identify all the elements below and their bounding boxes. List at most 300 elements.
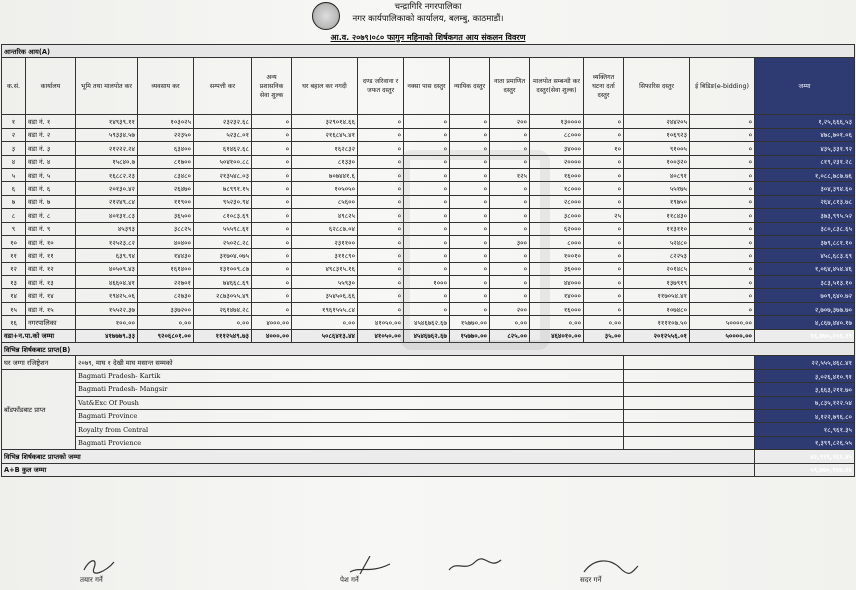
section-b-blank: [624, 409, 755, 422]
table-cell: ०: [252, 276, 292, 289]
table-row: [2, 276, 855, 289]
table-cell: ०: [404, 195, 450, 208]
table-cell: ३३७२००: [138, 302, 194, 315]
total-cell: ९२०६८०१.००: [138, 329, 194, 342]
table-cell: ०: [450, 262, 490, 275]
table-cell: १५५२२.३७: [76, 302, 138, 315]
table-cell: ८१०८३.६९: [194, 209, 252, 222]
table-cell: १८०००: [530, 182, 584, 195]
table-cell: २५०२८.२८: [194, 235, 252, 248]
table-cell: २६४,८१३.७८: [755, 195, 855, 208]
signature-scribble-4: [580, 556, 640, 576]
table-cell: ०: [450, 209, 490, 222]
table-cell: ०: [450, 302, 490, 315]
table-cell: १३१००९.८७: [194, 262, 252, 275]
column-header: न्यायिक दस्तुर: [450, 58, 490, 115]
header-report-title: आ.व. २०७९।०८० फागुन महिनाको शिर्षकगत आय संकलन विवरण: [330, 33, 526, 42]
column-header: भूमि तथा मालपोत कर: [76, 58, 138, 115]
section-b-amount: १८,९६१.३५: [755, 423, 855, 436]
section-b-blank: [624, 356, 755, 369]
table-cell: ६१४६२.६८: [194, 142, 252, 155]
table-cell: ०.००: [292, 316, 358, 329]
section-b-row: [2, 396, 855, 409]
table-cell: ०: [358, 115, 404, 128]
signature-approved: [580, 556, 640, 585]
table-cell: ०: [690, 168, 755, 181]
table-cell: ८२२५३: [624, 249, 690, 262]
table-cell: १४: [2, 289, 26, 302]
table-cell: २८०००: [530, 195, 584, 208]
table-cell: ५९३३४.५७: [76, 128, 138, 141]
table-cell: ०: [252, 289, 292, 302]
table-cell: ११: [2, 249, 26, 262]
table-cell: ०.००: [138, 316, 194, 329]
table-cell: ३६०००: [530, 262, 584, 275]
table-cell: २२७०१: [138, 276, 194, 289]
table-cell: ३: [2, 142, 26, 155]
table-row: [2, 262, 855, 275]
table-cell: ०: [252, 182, 292, 195]
table-cell: ५२३८.०१: [194, 128, 252, 141]
table-cell: ११८४३०: [624, 209, 690, 222]
table-cell: १६२८३२: [292, 142, 358, 155]
table-cell: ०: [690, 182, 755, 195]
table-cell: ४३५,३३१.९२: [755, 142, 855, 155]
table-cell: ०: [690, 209, 755, 222]
table-cell: ०: [490, 195, 530, 208]
table-cell: ४५४६७६२.६७: [404, 316, 450, 329]
table-cell: ०: [252, 302, 292, 315]
table-row: [2, 195, 855, 208]
total-cell: ८२५.००: [490, 329, 530, 342]
table-cell: वडा नं. ११: [26, 249, 76, 262]
table-cell: वडा नं. १: [26, 115, 76, 128]
table-cell: १०३०२५: [138, 115, 194, 128]
table-cell: ०: [252, 249, 292, 262]
table-cell: ०: [252, 142, 292, 155]
column-header: दण्ड जरिवाना र जफत दस्तुर: [358, 58, 404, 115]
table-cell: १००१०: [530, 249, 584, 262]
table-cell: ०: [358, 142, 404, 155]
table-cell: ०: [490, 289, 530, 302]
table-cell: वडा नं. ९: [26, 222, 76, 235]
section-b-subtotal-row: [2, 450, 855, 463]
table-cell: ०: [358, 182, 404, 195]
table-cell: ३००: [490, 235, 530, 248]
table-cell: ४०४००: [138, 235, 194, 248]
signature-scribble-2: [340, 556, 400, 576]
table-cell: ७४६६८.६९: [194, 276, 252, 289]
table-cell: १४०००: [530, 289, 584, 302]
section-b-row: [2, 409, 855, 422]
column-header: ई बिडिङ(e-bidding): [690, 58, 755, 115]
grand-total-row: [2, 463, 855, 476]
table-cell: ४९८२५: [292, 209, 358, 222]
table-cell: ०: [584, 289, 624, 302]
section-a-label: आन्तरिक आय(A): [2, 45, 855, 58]
section-b-blank: [624, 369, 755, 382]
table-cell: ५५९३०: [292, 276, 358, 289]
column-header: मालपोत सम्बन्धी कर दस्तुर(सेवा शुल्क): [530, 58, 584, 115]
table-cell: ४१०५०.००: [358, 316, 404, 329]
table-cell: ०: [690, 249, 755, 262]
table-cell: ०: [690, 142, 755, 155]
table-row: [2, 316, 855, 329]
column-header: नाता प्रमाणित दस्तुर: [490, 58, 530, 115]
table-cell: ०: [584, 276, 624, 289]
column-header: सिफारिस दस्तुर: [624, 58, 690, 115]
total-cell: ५०८६४१३.४४: [292, 329, 358, 342]
table-cell: ०: [584, 155, 624, 168]
table-cell: ०: [450, 182, 490, 195]
table-cell: ४०००.००: [252, 316, 292, 329]
signature-prepared-label: तयार गर्ने: [80, 576, 103, 584]
table-cell: ०: [404, 222, 450, 235]
table-cell: ७०७४४१.६: [292, 168, 358, 181]
table-cell: ८१७००: [138, 155, 194, 168]
table-cell: ०: [584, 195, 624, 208]
table-cell: १६१४००: [138, 262, 194, 275]
table-cell: ०: [690, 302, 755, 315]
table-cell: २३२३२.६८: [194, 115, 252, 128]
table-cell: ७: [2, 195, 26, 208]
table-cell: ०: [404, 209, 450, 222]
total-cell: ४१०५०.००: [358, 329, 404, 342]
table-row: [2, 142, 855, 155]
table-cell: ४: [2, 155, 26, 168]
total-cell: ५००००.००: [690, 329, 755, 342]
table-cell: ३८३,५१३.१०: [755, 276, 855, 289]
table-cell: ३११८९०: [292, 249, 358, 262]
table-cell: ८५६००: [292, 195, 358, 208]
table-cell: ०: [450, 155, 490, 168]
table-cell: ७८९९१.१५: [194, 182, 252, 195]
table-cell: ८०००: [530, 235, 584, 248]
table-cell: ०.००: [490, 316, 530, 329]
total-row: [2, 329, 855, 342]
table-cell: ०: [490, 249, 530, 262]
table-cell: ०: [358, 128, 404, 141]
table-cell: वडा नं. १२: [26, 262, 76, 275]
table-cell: ३८०००: [530, 209, 584, 222]
table-cell: ०: [252, 262, 292, 275]
table-cell: ०: [404, 155, 450, 168]
table-cell: ४६६०४.४१: [76, 276, 138, 289]
table-cell: १००३२०: [624, 155, 690, 168]
table-cell: ८: [2, 209, 26, 222]
table-cell: ०.००: [584, 316, 624, 329]
table-cell: ०: [690, 115, 755, 128]
table-cell: ०: [404, 142, 450, 155]
table-cell: ३२९०१४.६६: [292, 115, 358, 128]
table-cell: ६२०००: [530, 222, 584, 235]
table-cell: १०: [2, 235, 26, 248]
table-cell: ६३९.९४: [76, 249, 138, 262]
table-cell: ०: [690, 128, 755, 141]
section-b-blank: [624, 423, 755, 436]
table-cell: १,०८८,७८७.७६: [755, 168, 855, 181]
table-cell: ५५१७५: [624, 182, 690, 195]
section-b-blank: [624, 436, 755, 449]
table-cell: ५: [2, 168, 26, 181]
table-cell: ०: [450, 235, 490, 248]
table-cell: २६४७०: [138, 182, 194, 195]
section-b-title: बाँडफाँडबाट प्राप्त: [2, 369, 76, 449]
table-cell: १३००००: [530, 115, 584, 128]
table-cell: ४५८,६८३.६९: [755, 249, 855, 262]
table-cell: ११७०५४.४१: [624, 289, 690, 302]
table-cell: वडा नं. १५: [26, 302, 76, 315]
table-cell: ०: [490, 209, 530, 222]
table-cell: ३८०,८३८.६५: [755, 222, 855, 235]
table-cell: ०: [252, 115, 292, 128]
table-cell: ०: [690, 195, 755, 208]
table-cell: ४७८,७०१.०६: [755, 128, 855, 141]
total-cell: ३५.००: [584, 329, 624, 342]
table-cell: ४०१३१.८३: [76, 209, 138, 222]
table-cell: २१२४९.८४: [76, 195, 138, 208]
table-row: [2, 222, 855, 235]
table-cell: ०: [404, 168, 450, 181]
total-cell: १११२५४९.७३: [194, 329, 252, 342]
section-b-subtotal-amount: ४२,९९९,९६१.४५: [755, 450, 855, 463]
table-cell: ०: [252, 128, 292, 141]
table-cell: १४४३०: [138, 249, 194, 262]
table-cell: ४५३९३: [76, 222, 138, 235]
table-cell: ३४०००: [530, 142, 584, 155]
table-cell: १६: [2, 316, 26, 329]
table-cell: ५२४८०: [624, 235, 690, 248]
table-cell: ३८८२५: [138, 222, 194, 235]
table-cell: ०: [690, 276, 755, 289]
table-cell: १,०६४,४५४.४६: [755, 262, 855, 275]
table-cell: ०.००: [194, 316, 252, 329]
table-cell: वडा नं. १०: [26, 235, 76, 248]
section-b-row: [2, 423, 855, 436]
table-cell: ११११०७.५०: [624, 316, 690, 329]
table-cell: ०: [584, 235, 624, 248]
table-cell: ०: [252, 195, 292, 208]
section-b-detail: Bagmati Province: [76, 409, 624, 422]
table-cell: ८३४८०: [138, 168, 194, 181]
table-cell: ०: [584, 182, 624, 195]
section-b-blank: [624, 396, 755, 409]
section-b-subtotal-label: विभिन्न शिर्षकबाट प्राप्तको जम्मा: [2, 450, 755, 463]
table-cell: १०६९२३: [624, 128, 690, 141]
signature-scribble-1: [80, 556, 120, 576]
table-cell: २०१३०.४२: [76, 182, 138, 195]
column-header: घर बहाल कर नगदी: [292, 58, 358, 115]
table-cell: ०: [450, 142, 490, 155]
table-cell: ०: [450, 276, 490, 289]
table-cell: ०: [252, 235, 292, 248]
table-cell: २४४२०५: [624, 115, 690, 128]
table-cell: २०१४८५: [624, 262, 690, 275]
table-cell: १९६१५५५.८४: [292, 302, 358, 315]
table-cell: ३१७०४.०७५: [194, 249, 252, 262]
table-cell: ०: [490, 222, 530, 235]
table-row: [2, 182, 855, 195]
column-header: नक्सा पास दस्तुर: [404, 58, 450, 115]
table-cell: ०: [358, 222, 404, 235]
table-cell: १०: [584, 142, 624, 155]
section-b-amount: ३,६६३,२११.७०: [755, 383, 855, 396]
table-cell: २००: [490, 115, 530, 128]
signature-submitted-label: पेश गर्ने: [340, 576, 359, 584]
table-cell: ०: [584, 128, 624, 141]
table-row: [2, 209, 855, 222]
table-cell: २६१४७४.२८: [194, 302, 252, 315]
table-cell: वडा नं. ३: [26, 142, 76, 155]
table-cell: ०: [404, 289, 450, 302]
table-cell: वडा नं. २: [26, 128, 76, 141]
table-cell: वडा नं. १३: [26, 276, 76, 289]
section-b-blank: [624, 383, 755, 396]
section-b-detail: २०७९, माघ १ देखी माघ मसान्त सम्मको: [76, 356, 624, 369]
table-cell: ८८०००: [530, 128, 584, 141]
table-cell: ०: [358, 209, 404, 222]
table-cell: ०: [490, 142, 530, 155]
table-row: [2, 155, 855, 168]
signature-submitted: [340, 556, 400, 585]
section-b-detail: Bagmati Pradesh- Kartik: [76, 369, 624, 382]
section-b-amount: ७,८३५,१२२.५४: [755, 396, 855, 409]
table-cell: १०७४८०: [624, 302, 690, 315]
total-cell: ४५४६७६२.६७: [404, 329, 450, 342]
column-header: क.सं.: [2, 58, 26, 115]
table-cell: ०: [404, 262, 450, 275]
total-cell: २०१२५५६.०१: [624, 329, 690, 342]
table-cell: वडा नं. ५: [26, 168, 76, 181]
table-cell: १६०००: [530, 302, 584, 315]
table-cell: ०: [252, 168, 292, 181]
section-b-amount: ४,१२२,७९६.८०: [755, 409, 855, 422]
table-cell: १९४२५.०६: [76, 289, 138, 302]
table-cell: वडा नं. ४: [26, 155, 76, 168]
section-b-detail: Bagmati Pradesh- Mangsir: [76, 383, 624, 396]
table-cell: ८२७३०: [138, 289, 194, 302]
table-cell: ०: [358, 168, 404, 181]
column-header: सम्पत्ती कर: [194, 58, 252, 115]
table-cell: १: [2, 115, 26, 128]
signature-prepared: [80, 556, 120, 585]
table-cell: ५००००.००: [690, 316, 755, 329]
table-cell: २१२२२.२४: [76, 142, 138, 155]
table-cell: ०: [584, 302, 624, 315]
table-cell: ७०९,६४०.७२: [755, 289, 855, 302]
section-b-detail: Royalty from Central: [76, 423, 624, 436]
total-cell: वडा+न.पा.को जम्मा: [2, 329, 76, 342]
table-cell: ५५५९८.६१: [194, 222, 252, 235]
table-cell: ०: [404, 115, 450, 128]
revenue-table: [1, 44, 855, 477]
table-cell: ०: [358, 195, 404, 208]
table-cell: ६: [2, 182, 26, 195]
table-cell: ०: [252, 155, 292, 168]
table-cell: ०: [690, 289, 755, 302]
section-b-row: [2, 369, 855, 382]
table-cell: ०.००: [530, 316, 584, 329]
section-b-row: [2, 436, 855, 449]
table-cell: ०: [404, 249, 450, 262]
table-row: [2, 128, 855, 141]
table-cell: ०: [490, 276, 530, 289]
table-cell: ०: [404, 302, 450, 315]
table-cell: ११९००: [138, 195, 194, 208]
table-cell: ४,८६७,४४०.१७: [755, 316, 855, 329]
table-cell: ०: [450, 289, 490, 302]
table-cell: ०: [450, 168, 490, 181]
table-cell: २: [2, 128, 26, 141]
table-cell: २,७०७,३७७.७०: [755, 302, 855, 315]
table-cell: १३७९१९: [624, 276, 690, 289]
table-row: [2, 168, 855, 181]
table-cell: ०: [450, 115, 490, 128]
table-cell: ३०४,३९४.६०: [755, 182, 855, 195]
table-cell: १०५०५०: [292, 182, 358, 195]
table-cell: ०: [358, 302, 404, 315]
section-a-header: [2, 45, 855, 58]
signature-scribble-3: [445, 556, 505, 576]
table-cell: ०: [450, 195, 490, 208]
total-cell: ४६४०१०.००: [530, 329, 584, 342]
table-cell: ०: [450, 249, 490, 262]
table-cell: १२५२३.८२: [76, 235, 138, 248]
table-cell: ०: [358, 235, 404, 248]
table-cell: १५: [2, 302, 26, 315]
section-b-amount: १,३९९,८२६.५५: [755, 436, 855, 449]
table-cell: ४९८३१५.१६: [292, 262, 358, 275]
section-b-detail: Bagmati Provience: [76, 436, 624, 449]
table-row: [2, 289, 855, 302]
total-cell: १५७७०.००: [450, 329, 490, 342]
total-cell: ४१७७७९.३३: [76, 329, 138, 342]
table-cell: ०: [404, 235, 450, 248]
table-cell: ८१९,२३१.२८: [755, 155, 855, 168]
table-cell: १५७७०.००: [450, 316, 490, 329]
table-cell: ०: [404, 128, 450, 141]
section-b-amount: २२,५५५,४६८.४१: [755, 356, 855, 369]
table-row: [2, 115, 855, 128]
column-header: कार्यालय: [26, 58, 76, 115]
table-cell: ०: [358, 289, 404, 302]
table-cell: ४४०००: [530, 276, 584, 289]
table-cell: ९५२३०.९४: [194, 195, 252, 208]
table-row: [2, 235, 855, 248]
revenue-table-wrapper: [1, 44, 854, 477]
table-cell: ०: [584, 115, 624, 128]
table-cell: ३७९,८८१.१०: [755, 235, 855, 248]
table-cell: ४०५०९.४३: [76, 262, 138, 275]
header-municipality-name: चन्द्रागिरि नगरपालिका: [394, 2, 462, 12]
header-office-name: नगर कार्यपालिकाको कार्यालय, बलम्बु, काठमाडौं।: [352, 14, 504, 24]
table-cell: १५८४०.७: [76, 155, 138, 168]
table-cell: १९७५०: [624, 195, 690, 208]
table-cell: ०: [358, 155, 404, 168]
table-cell: वडा नं. ७: [26, 195, 76, 208]
column-header: जम्मा: [755, 58, 855, 115]
table-cell: ०: [358, 276, 404, 289]
table-cell: ३५४५०६.६६: [292, 289, 358, 302]
table-cell: ०: [584, 262, 624, 275]
table-cell: ०: [490, 182, 530, 195]
table-cell: १००.००: [76, 316, 138, 329]
table-cell: २८७३०५५.४९: [194, 289, 252, 302]
total-cell: ४०००.००: [252, 329, 292, 342]
table-cell: ०: [490, 128, 530, 141]
grand-total-label: A+B कुल जम्मा: [2, 463, 755, 476]
table-cell: २३११००: [292, 235, 358, 248]
